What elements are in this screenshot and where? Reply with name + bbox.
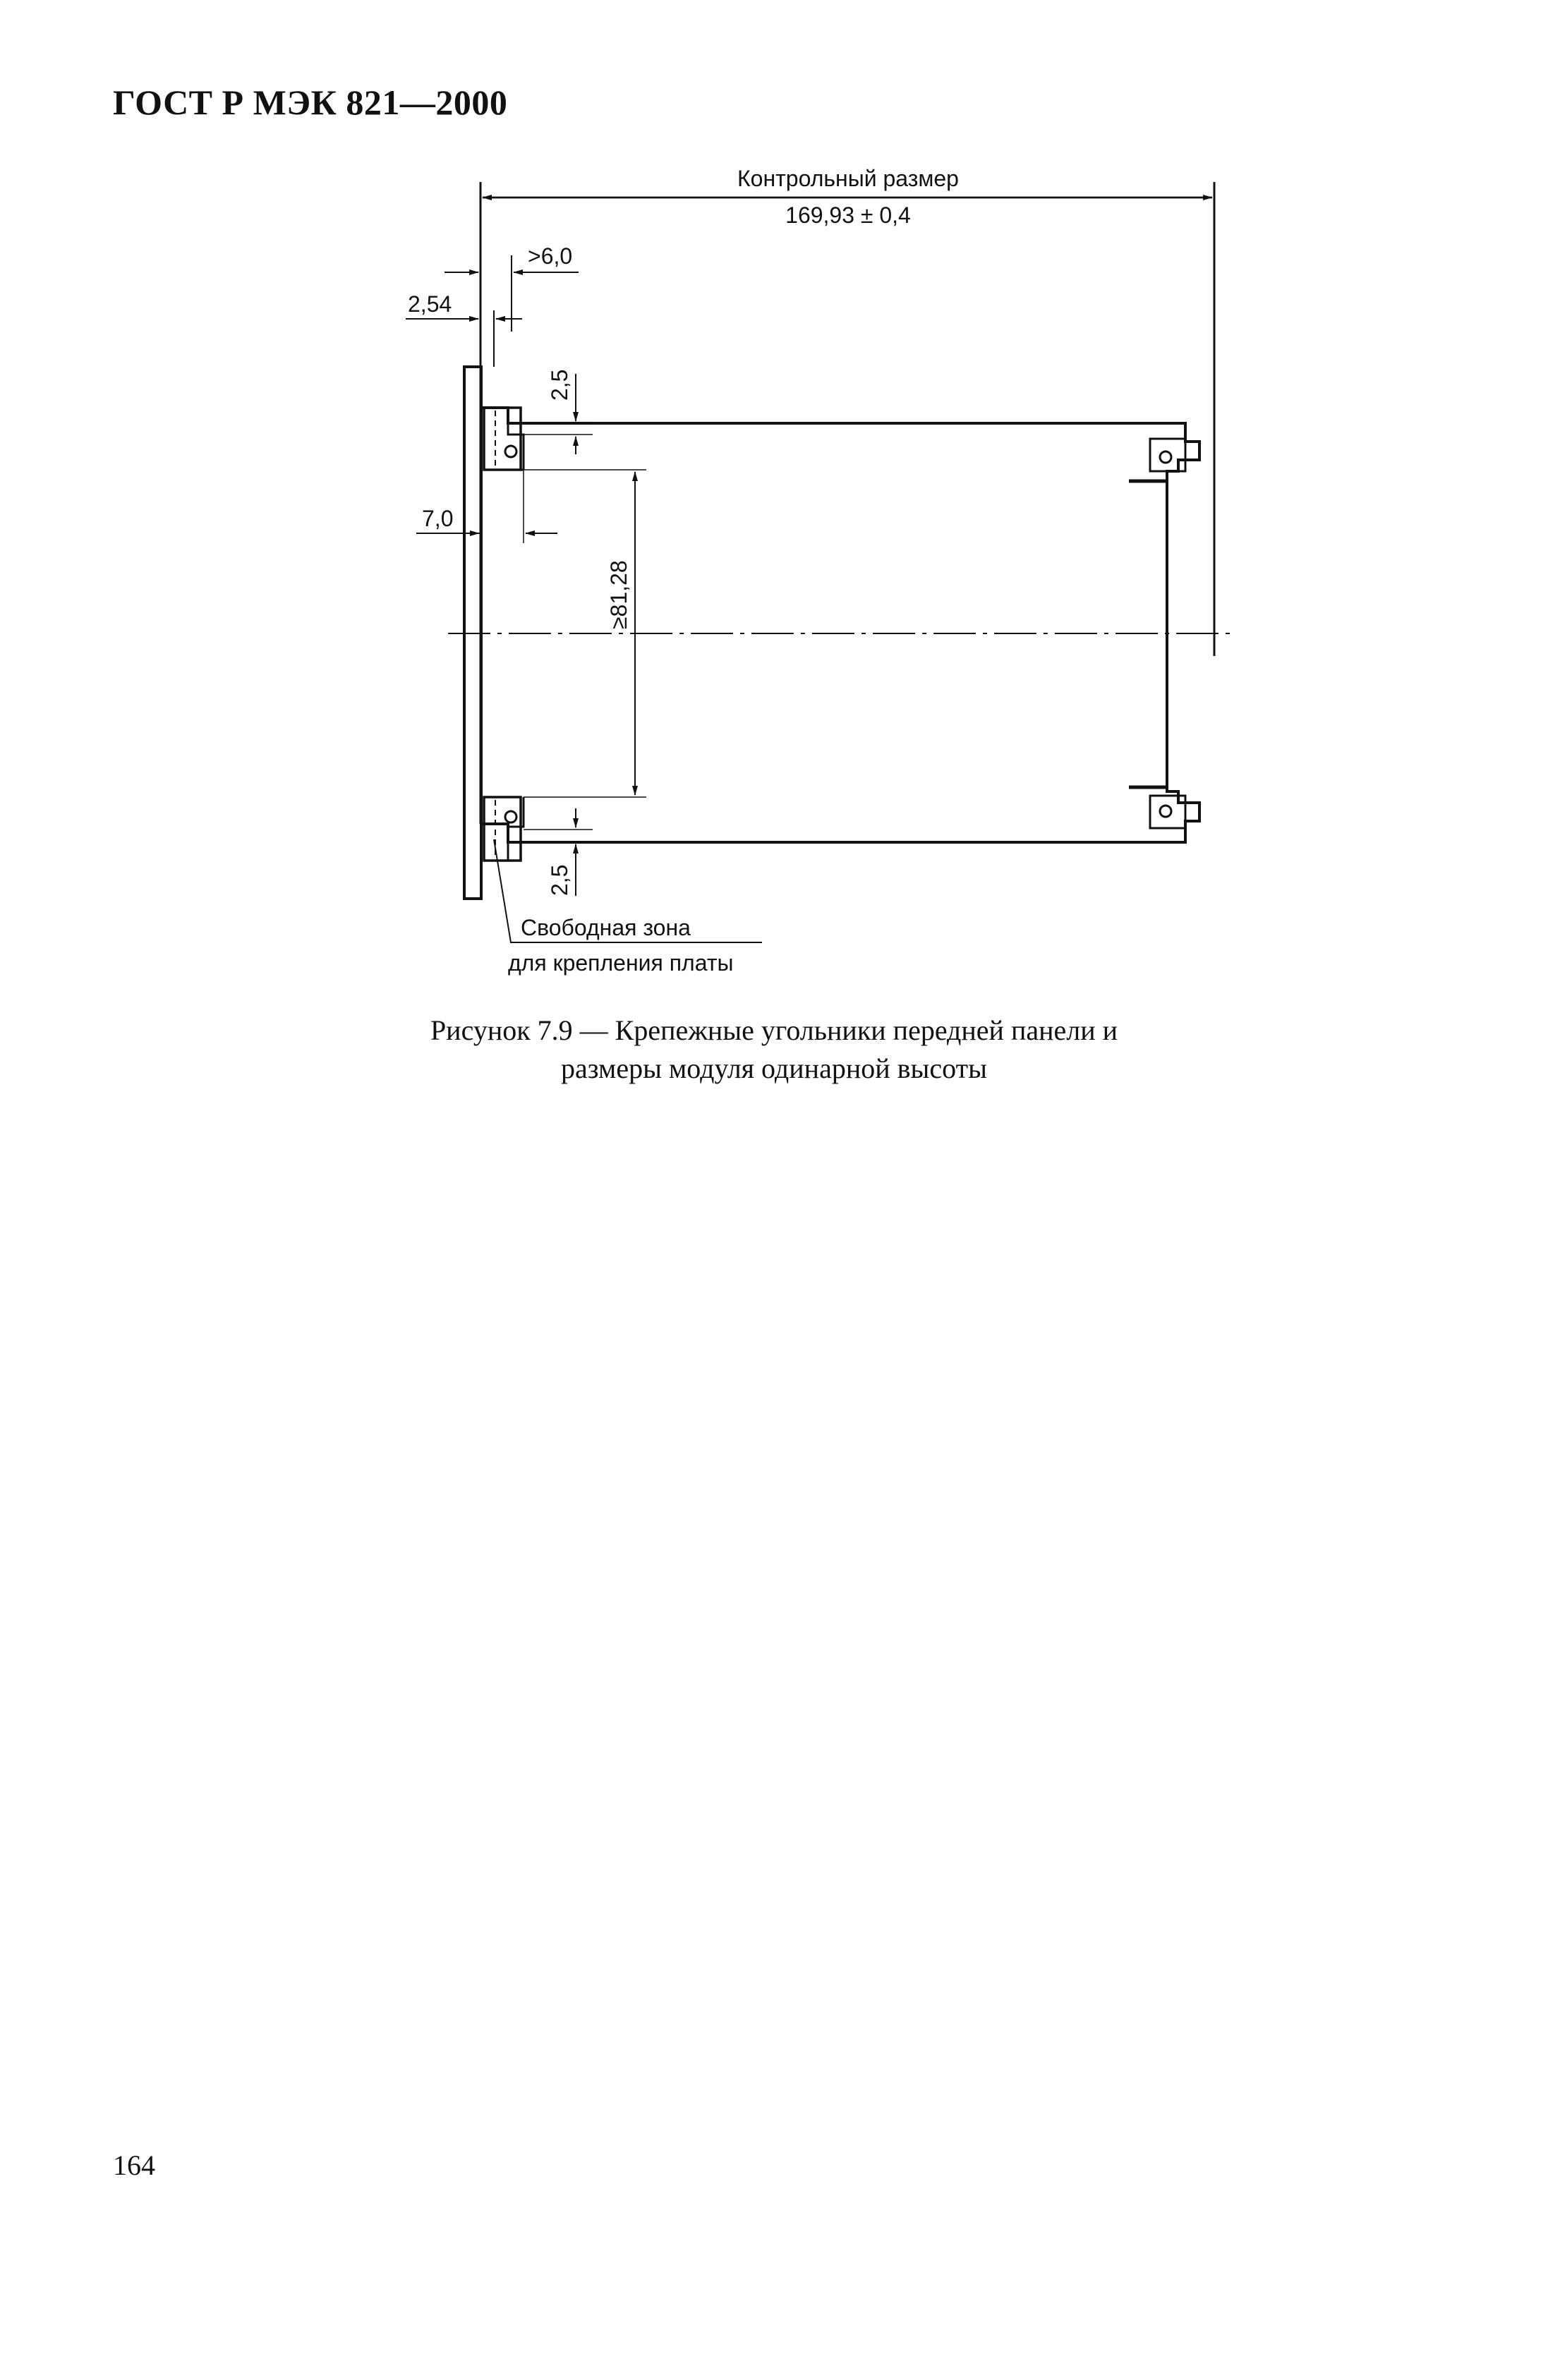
bottom-bracket-hole (505, 811, 516, 822)
figure-caption-line2: размеры модуля одинарной высоты (561, 1052, 987, 1084)
dim-2-5-bottom-label: 2,5 (547, 864, 572, 896)
figure-caption (0, 1012, 1548, 1088)
rear-bottom-fixing (1150, 796, 1185, 828)
bottom-mounting-bracket (484, 797, 521, 861)
control-size-value: 169,93 ± 0,4 (785, 202, 911, 228)
top-mounting-bracket (484, 408, 521, 470)
dim-81-28-label: ≥81,28 (606, 560, 631, 629)
drawing-lines (406, 182, 1233, 942)
dim-2-54-label: 2,54 (408, 291, 452, 317)
rear-top-fixing (1150, 439, 1185, 471)
dim-gt-6-label: >6,0 (528, 243, 573, 269)
technical-drawing (0, 0, 1548, 1002)
control-size-title: Контрольный размер (737, 166, 959, 191)
dim-7-0-label: 7,0 (422, 506, 454, 531)
top-bracket-hole (505, 446, 516, 457)
dim-2-5-top-label: 2,5 (547, 369, 572, 401)
document-header: ГОСТ Р МЭК 821—2000 (113, 83, 508, 122)
page-number: 164 (113, 2149, 155, 2181)
free-zone-label-line2: для крепления платы (508, 950, 734, 976)
free-zone-label-line1: Свободная зона (521, 915, 691, 940)
module-board-outline (481, 408, 1199, 842)
figure-caption-line1: Рисунок 7.9 — Крепежные угольники передней панели и (430, 1014, 1118, 1046)
